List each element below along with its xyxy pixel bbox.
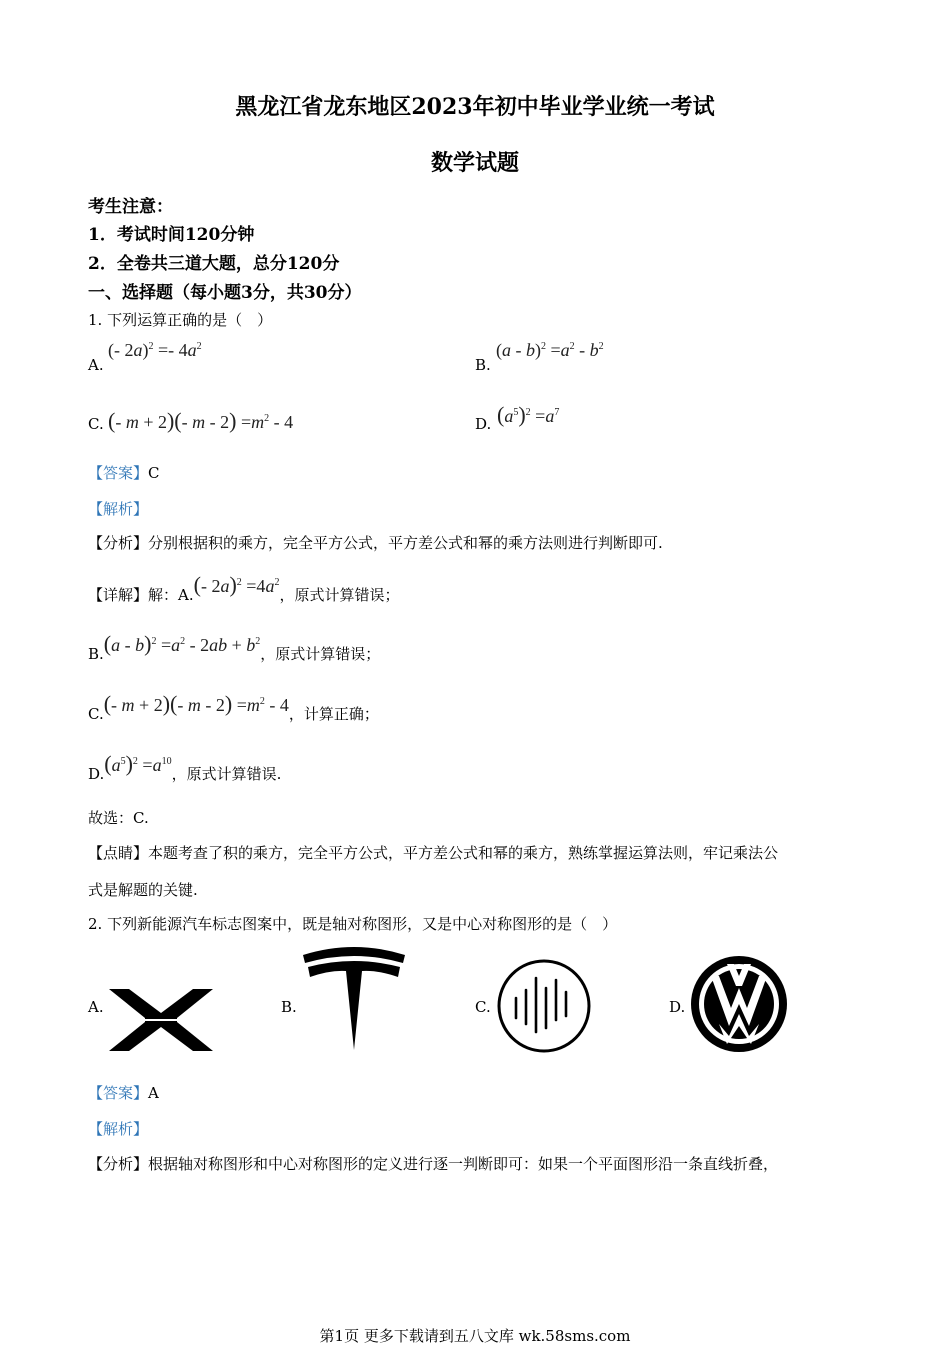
exam-subtitle: 数学试题 <box>430 150 519 176</box>
q1-answer: 【答案】C <box>88 464 160 482</box>
q1-option-a-formula: (- $2a)^2 =- 4a^2$ <box>108 340 202 360</box>
q1-detail-a: 【详解】解：A.(- $2a)^2 =4a^2$，原式计算错误； <box>88 572 400 604</box>
q1-choose: 故选：C. <box>88 809 149 827</box>
q1-detail-c: C.(- m + 2)(- $m - 2) =m^2 - 4$，计算正确； <box>88 691 379 723</box>
q2-option-c-label: C. <box>475 998 491 1016</box>
volkswagen-logo-icon <box>689 954 789 1054</box>
notice-item-1: 1．考试时间120分钟 <box>88 225 255 245</box>
q2-answer: 【答案】A <box>88 1084 159 1102</box>
q1-dianjing-line1: 【点睛】本题考查了积的乘方，完全平方公式，平方差公式和幂的乘方，熟练掌握运算法则，牢记乘法公 <box>88 844 779 862</box>
q1-option-c-formula: (- m + 2)(- $m - 2) =m^2 - 4$ <box>108 408 294 433</box>
q2-fenxi: 【分析】根据轴对称图形和中心对称图形的定义进行逐一判断即可：如果一个平面图形沿一条直线折叠， <box>88 1155 779 1173</box>
q1-detail-b: $B.(a - b)^2 =a^2 - 2ab + b^2$，原式计算错误； <box>88 631 381 663</box>
page-footer: 第1页 更多下载请到五八文库 wk.58sms.com <box>319 1327 631 1345</box>
q1-dianjing-line2: 式是解题的关键. <box>88 881 198 899</box>
q1-stem: 1. 下列运算正确的是（ ） <box>88 311 273 329</box>
q1-option-a-label: A. <box>88 356 104 374</box>
q2-option-d-label: D. <box>669 998 686 1016</box>
q2-stem: 2. 下列新能源汽车标志图案中，既是轴对称图形，又是中心对称图形的是（ ） <box>88 915 618 933</box>
q2-analysis-tag: 【解析】 <box>88 1120 149 1138</box>
circle-bars-logo-icon <box>496 958 592 1054</box>
notice-item-2: 2．全卷共三道大题，总分120分 <box>88 254 340 274</box>
q2-option-a-label: A. <box>88 998 104 1016</box>
q1-fenxi: 【分析】分别根据积的乘方，完全平方公式，平方差公式和幂的乘方法则进行判断即可. <box>88 534 663 552</box>
q1-option-d-formula: $(a^5)^2 =a^7$ <box>497 402 560 427</box>
notice-heading: 考生注意： <box>88 197 173 217</box>
q1-option-b-formula: $(a - b)^2 =a^2 - b^2$ <box>496 340 604 360</box>
q1-option-b-label: B. <box>475 356 491 374</box>
q1-option-d-label: D. <box>475 415 492 433</box>
q1-analysis-tag: 【解析】 <box>88 500 149 518</box>
q1-option-c-label: C. <box>88 415 104 433</box>
q1-detail-d: $D.(a^5)^2 =a^{10}$，原式计算错误. <box>88 751 282 783</box>
section-heading: 一、选择题（每小题3分，共30分） <box>88 283 362 303</box>
exam-title: 黑龙江省龙东地区2023年初中毕业学业统一考试 <box>235 94 715 120</box>
tesla-t-logo-icon <box>300 945 408 1053</box>
q2-option-b-label: B. <box>281 998 297 1016</box>
xpeng-x-logo-icon <box>105 985 217 1055</box>
